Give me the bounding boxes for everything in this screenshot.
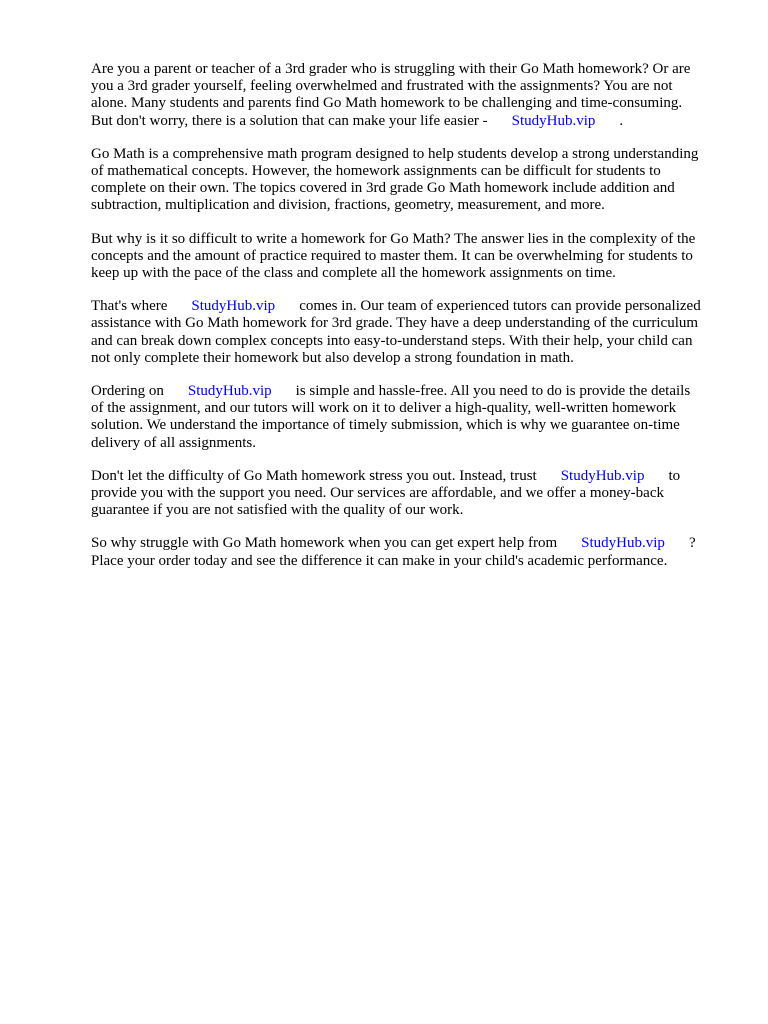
text-line-with-link [91,468,728,485]
text-line: you a 3rd grader yourself, feeling overwhelmed and frustrated with the assignments? You are not [91,78,673,95]
text-segment: Don't let the difficulty of Go Math homework stress you out. Instead, trust [91,467,537,484]
text-line: Place your order today and see the difference it can make in your child's academic performance. [91,552,668,569]
text-segment: That's where [91,298,168,315]
text-segment: Ordering on [91,383,164,400]
text-line-with-link [91,383,728,400]
text-line: complete on their own. The topics covered in 3rd grade Go Math homework include addition and [91,180,675,197]
paragraph-intro [91,61,728,130]
text-line: of the assignment, and our tutors will work on it to deliver a high-quality, well-written homework [91,400,677,417]
studyhub-link[interactable]: StudyHub.vip [191,298,276,315]
studyhub-link[interactable]: StudyHub.vip [187,383,272,400]
text-line: solution. We understand the importance of timely submission, which is why we guarantee on-time [91,417,680,434]
text-line: Are you a parent or teacher of a 3rd grader who is struggling with their Go Math homework? Or are [91,61,691,77]
text-segment: . [619,112,624,129]
text-line-with-link [91,113,728,130]
studyhub-link[interactable]: StudyHub.vip [560,467,645,484]
text-segment: is simple and hassle-free. All you need to do is provide the details [295,383,691,400]
text-segment: ? [688,535,696,552]
text-line-with-link [91,298,728,315]
text-line: subtraction, multiplication and division, fractions, geometry, measurement, and more. [91,197,605,214]
text-line: keep up with the pace of the class and complete all the homework assignments on time. [91,265,616,282]
text-line: of mathematical concepts. However, the homework assignments can be difficult for students to [91,163,661,180]
text-line: and can break down complex concepts into easy-to-understand steps. With their help, your child can [91,332,693,349]
text-line: assistance with Go Math homework for 3rd grade. They have a deep understanding of the curriculum [91,315,699,332]
text-segment: comes in. Our team of experienced tutors can provide personalized [299,298,701,315]
paragraph-go-math-overview [91,146,728,215]
paragraph-tutors [91,298,728,367]
text-segment: So why struggle with Go Math homework when you can get expert help from [91,535,558,552]
text-line: Go Math is a comprehensive math program designed to help students develop a strong understanding [91,145,699,162]
paragraph-closing [91,535,728,569]
paragraph-ordering [91,383,728,452]
text-line: delivery of all assignments. [91,434,256,451]
text-line: provide you with the support you need. Our services are affordable, and we offer a money-back [91,485,664,502]
text-line-with-link [91,535,728,552]
text-line: guarantee if you are not satisfied with the quality of our work. [91,502,464,519]
text-line: alone. Many students and parents find Go Math homework to be challenging and time-consuming. [91,95,683,112]
text-line: But why is it so difficult to write a homework for Go Math? The answer lies in the complexity of the [91,230,696,247]
text-segment: to [668,467,681,484]
text-line: concepts and the amount of practice required to master them. It can be overwhelming for students to [91,247,693,264]
studyhub-link[interactable]: StudyHub.vip [511,112,596,129]
text-segment: But don't worry, there is a solution that can make your life easier - [91,112,488,129]
text-line: not only complete their homework but also develop a strong foundation in math. [91,349,574,366]
studyhub-link[interactable]: StudyHub.vip [581,535,665,552]
paragraph-trust [91,468,728,520]
paragraph-difficulty [91,231,728,283]
